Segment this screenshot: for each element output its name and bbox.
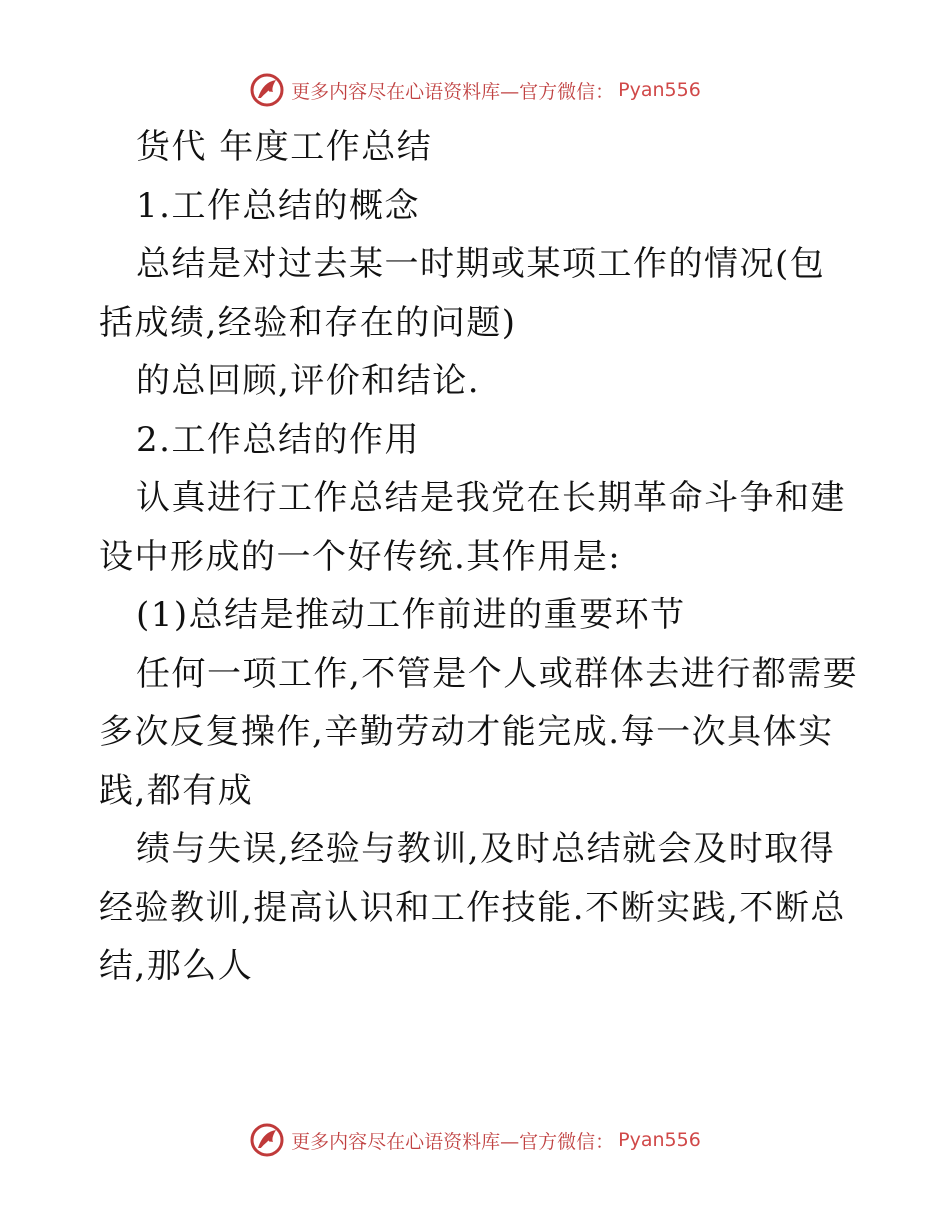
footer-watermark-text: 更多内容尽在心语资料库—官方微信： [291,1130,615,1153]
section-heading-1: 1.工作总结的概念 [136,185,420,226]
section-heading-2: 2.工作总结的作用 [136,419,420,460]
header-watermark [0,68,950,112]
body-paragraph: 认真进行工作总结是我党在长期革命斗争和建设中形成的一个好传统.其作用是: [99,478,846,577]
body-paragraph: 总结是对过去某一时期或某项工作的情况(包括成绩,经验和存在的问题) [99,244,826,343]
footer-watermark [0,1118,950,1162]
document-title: 货代 年度工作总结 [136,127,433,167]
flame-pen-logo-icon [249,72,285,108]
document-body [99,118,859,996]
body-paragraph: 的总回顾,评价和结论. [136,361,481,401]
flame-pen-logo-icon [249,1122,285,1158]
header-watermark-text: 更多内容尽在心语资料库—官方微信： [291,80,615,103]
sub-heading: (1)总结是推动工作前进的重要环节 [136,595,686,635]
body-paragraph: 绩与失误,经验与教训,及时总结就会及时取得经验教训,提高认识和工作技能.不断实践,不断总结,那么人 [99,829,846,986]
footer-watermark-id: Pyan556 [618,1129,701,1151]
header-watermark-id: Pyan556 [618,79,701,101]
body-paragraph: 任何一项工作,不管是个人或群体去进行都需要多次反复操作,辛勤劳动才能完成.每一次具体实践,都有成 [99,653,859,811]
